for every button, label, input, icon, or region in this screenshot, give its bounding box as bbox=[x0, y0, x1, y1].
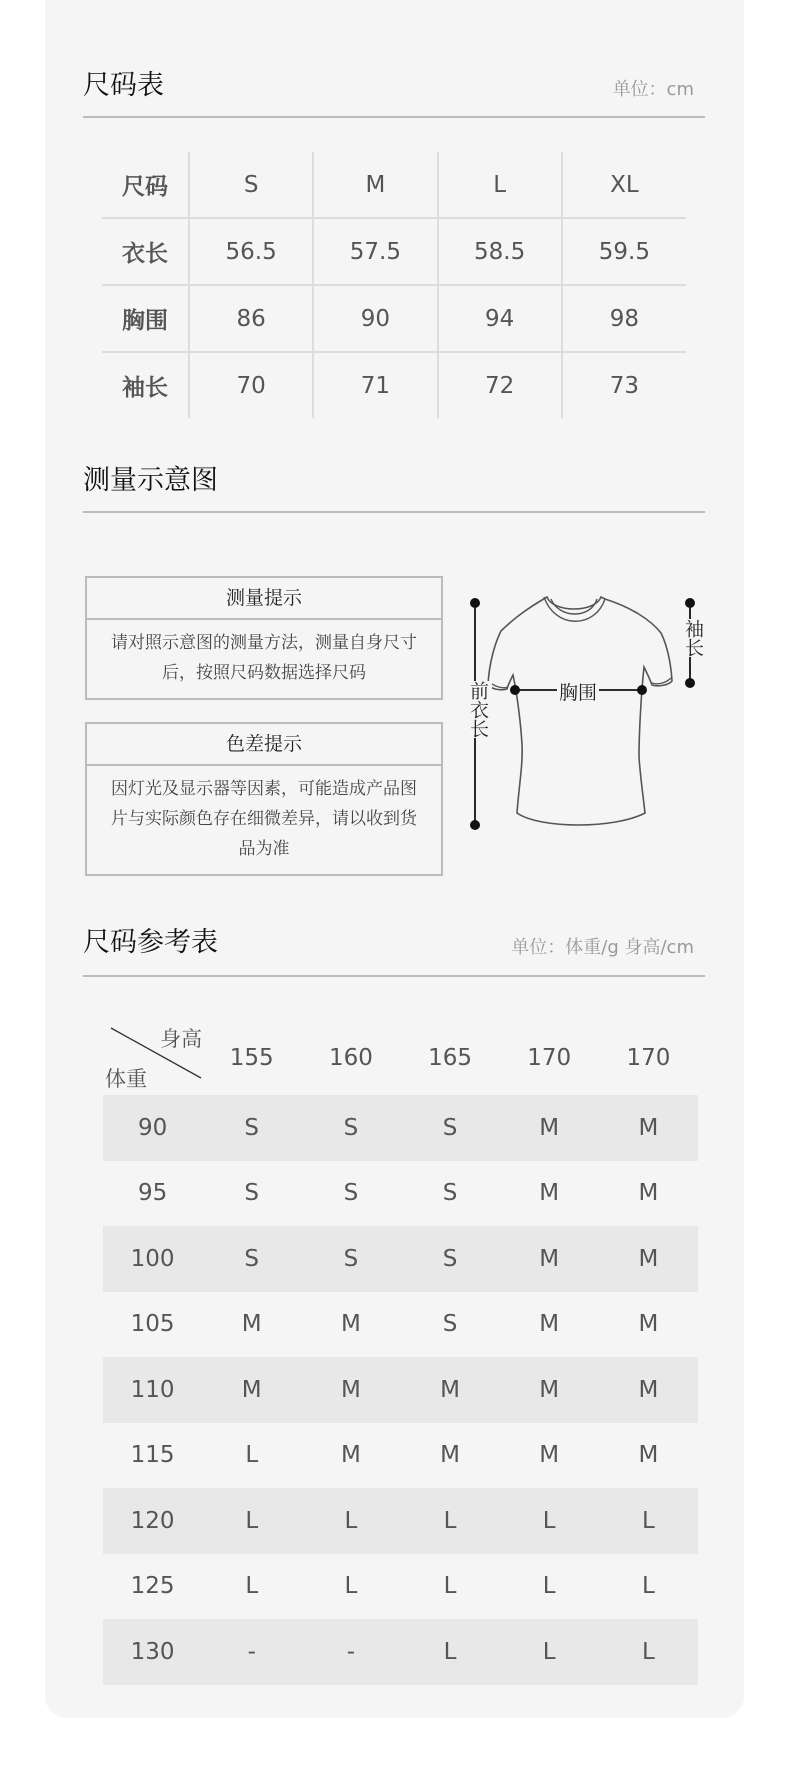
reference-row bbox=[103, 1226, 698, 1292]
size-chart-header-cell: L bbox=[438, 152, 562, 218]
size-cell: S bbox=[202, 1226, 301, 1292]
size-cell: L bbox=[599, 1488, 698, 1554]
size-cell: M bbox=[500, 1095, 599, 1161]
size-cell: S bbox=[400, 1226, 499, 1292]
size-cell: M bbox=[500, 1226, 599, 1292]
size-cell: M bbox=[340, 1311, 361, 1338]
reference-row bbox=[103, 1619, 698, 1685]
size-cell: S bbox=[400, 1095, 499, 1161]
color-tip-text: 因灯光及显示器等因素，可能造成产品图片与实际颜色存在细微差异，请以收到货品为准 bbox=[111, 779, 417, 859]
reference-row bbox=[103, 1357, 698, 1423]
reference-row bbox=[103, 1161, 698, 1227]
weight-axis-label: 体重 bbox=[105, 1067, 147, 1091]
reference-row bbox=[103, 1488, 698, 1554]
weight-cell: 105 bbox=[130, 1311, 175, 1338]
measure-divider bbox=[83, 511, 705, 513]
size-chart-header-row bbox=[102, 152, 686, 218]
size-chart-cell: 59.5 bbox=[562, 218, 686, 285]
size-cell: M bbox=[202, 1357, 301, 1423]
size-chart-cell: 57.5 bbox=[313, 218, 437, 285]
size-cell: M bbox=[638, 1311, 659, 1338]
size-cell: L bbox=[202, 1488, 301, 1554]
size-cell: M bbox=[539, 1442, 560, 1469]
size-chart-cell: 71 bbox=[313, 352, 437, 418]
size-chart-row bbox=[102, 352, 686, 418]
sleeve-length-label: 袖长 bbox=[680, 619, 707, 657]
reference-divider bbox=[83, 975, 705, 977]
size-cell: M bbox=[539, 1180, 560, 1207]
front-length-label: 前衣长 bbox=[465, 681, 492, 738]
measure-tip-box bbox=[85, 576, 443, 700]
size-chart-divider bbox=[83, 116, 705, 118]
size-cell: M bbox=[301, 1357, 400, 1423]
size-chart-header-cell: S bbox=[189, 152, 313, 218]
size-chart-row bbox=[102, 218, 686, 285]
weight-cell: 115 bbox=[130, 1442, 175, 1469]
size-chart-table bbox=[102, 152, 686, 418]
size-cell: L bbox=[500, 1488, 599, 1554]
size-chart-row bbox=[102, 285, 686, 352]
size-cell: L bbox=[599, 1619, 698, 1685]
size-cell: M bbox=[241, 1311, 262, 1338]
size-cell: M bbox=[599, 1226, 698, 1292]
height-header-cell: 160 bbox=[328, 1044, 373, 1071]
height-header-cell: 170 bbox=[527, 1044, 572, 1071]
reference-title: 尺码参考表 bbox=[83, 927, 218, 958]
size-cell: L bbox=[500, 1619, 599, 1685]
size-cell: M bbox=[440, 1442, 460, 1469]
weight-cell: 90 bbox=[103, 1095, 202, 1161]
size-cell: S bbox=[301, 1226, 400, 1292]
height-header-cell: 155 bbox=[229, 1044, 274, 1071]
size-cell: L bbox=[400, 1619, 499, 1685]
tshirt-diagram bbox=[455, 585, 705, 840]
size-cell: L bbox=[245, 1442, 259, 1469]
size-chart-cell: 90 bbox=[313, 285, 437, 352]
reference-row bbox=[103, 1095, 698, 1161]
size-chart-row-label: 胸围 bbox=[102, 285, 189, 352]
size-cell: L bbox=[400, 1488, 499, 1554]
weight-cell: 125 bbox=[130, 1573, 175, 1600]
size-chart-cell: 72 bbox=[438, 352, 562, 418]
size-chart-header-cell: XL bbox=[562, 152, 686, 218]
reference-row bbox=[103, 1423, 698, 1489]
reference-corner-cell bbox=[103, 1020, 202, 1095]
size-chart-row-label: 袖长 bbox=[102, 352, 189, 418]
measure-title: 测量示意图 bbox=[83, 465, 218, 496]
size-cell: L bbox=[542, 1573, 556, 1600]
size-cell: S bbox=[301, 1095, 400, 1161]
size-cell: M bbox=[539, 1311, 560, 1338]
size-chart-title: 尺码表 bbox=[83, 70, 164, 101]
size-chart-cell: 73 bbox=[609, 372, 640, 399]
size-cell: M bbox=[400, 1357, 499, 1423]
tshirt-outline-icon bbox=[455, 585, 705, 840]
size-cell: - bbox=[301, 1619, 400, 1685]
size-cell: M bbox=[638, 1180, 659, 1207]
color-tip-title: 色差提示 bbox=[87, 724, 441, 766]
size-chart-cell: 86 bbox=[189, 285, 313, 352]
size-chart-row-label: 衣长 bbox=[102, 218, 189, 285]
size-chart-header-cell: M bbox=[313, 152, 437, 218]
height-header-cell: 170 bbox=[626, 1044, 671, 1071]
weight-cell: 110 bbox=[103, 1357, 202, 1423]
size-chart-cell: 98 bbox=[562, 285, 686, 352]
size-chart-cell: 94 bbox=[438, 285, 562, 352]
size-cell: M bbox=[638, 1442, 659, 1469]
size-cell: M bbox=[340, 1442, 361, 1469]
weight-cell: 130 bbox=[103, 1619, 202, 1685]
size-chart-unit: 单位：cm bbox=[612, 79, 694, 100]
reference-row bbox=[103, 1292, 698, 1358]
reference-row bbox=[103, 1554, 698, 1620]
size-cell: S bbox=[202, 1095, 301, 1161]
size-cell: L bbox=[641, 1573, 655, 1600]
weight-cell: 120 bbox=[103, 1488, 202, 1554]
reference-header-row bbox=[103, 1020, 698, 1095]
size-cell: L bbox=[443, 1573, 457, 1600]
measure-tip-title: 测量提示 bbox=[87, 578, 441, 620]
size-cell: S bbox=[343, 1180, 359, 1207]
size-cell: S bbox=[244, 1180, 260, 1207]
height-header-cell: 165 bbox=[428, 1044, 472, 1071]
size-cell: - bbox=[202, 1619, 301, 1685]
height-axis-label: 身高 bbox=[160, 1027, 203, 1051]
size-cell: L bbox=[245, 1573, 259, 1600]
chest-label: 胸围 bbox=[557, 678, 599, 705]
size-chart-cell: 58.5 bbox=[438, 218, 562, 285]
size-cell: S bbox=[442, 1180, 458, 1207]
size-chart-cell: 70 bbox=[189, 352, 313, 418]
reference-unit: 单位：体重/g 身高/cm bbox=[511, 937, 694, 958]
size-cell: S bbox=[442, 1311, 458, 1338]
size-cell: M bbox=[500, 1357, 599, 1423]
weight-cell: 100 bbox=[103, 1226, 202, 1292]
size-cell: M bbox=[599, 1095, 698, 1161]
reference-table bbox=[103, 1020, 698, 1685]
measure-tip-text: 请对照示意图的测量方法，测量自身尺寸后，按照尺码数据选择尺码 bbox=[111, 633, 417, 683]
size-cell: L bbox=[344, 1573, 358, 1600]
size-chart-header-cell: 尺码 bbox=[102, 152, 189, 218]
weight-cell: 95 bbox=[137, 1180, 168, 1207]
size-chart-cell: 56.5 bbox=[189, 218, 313, 285]
size-cell: M bbox=[599, 1357, 698, 1423]
color-tip-box bbox=[85, 722, 443, 876]
size-cell: L bbox=[301, 1488, 400, 1554]
